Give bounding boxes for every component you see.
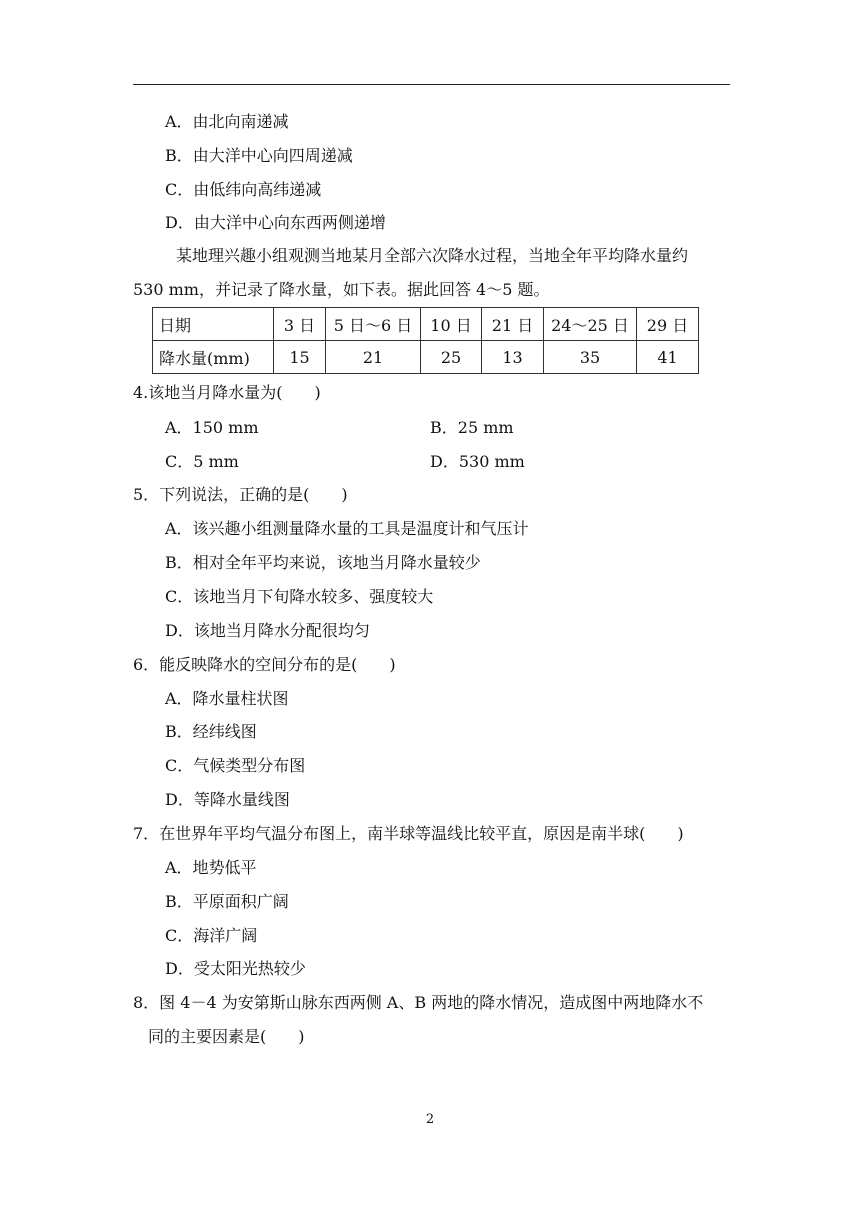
question-4-stem: 4.该地当月降水量为( ) (133, 383, 321, 402)
q6-option-c: C．气候类型分布图 (165, 756, 306, 775)
q4-option-a: A．150 mm (165, 418, 259, 437)
q7-option-b: B．平原面积广阔 (165, 892, 289, 911)
q6-option-b: B．经纬线图 (165, 722, 257, 741)
table-cell: 21 日 (482, 308, 544, 341)
table-cell: 15 (274, 341, 326, 374)
question-8-stem-line-1: 8．图 4－4 为安第斯山脉东西两侧 A、B 两地的降水情况，造成图中两地降水不 (133, 993, 704, 1012)
intro-line-2: 530 mm，并记录了降水量，如下表。据此回答 4～5 题。 (133, 280, 550, 299)
q5-option-c: C．该地当月下旬降水较多、强度较大 (165, 587, 434, 606)
q5-option-a: A．该兴趣小组测量降水量的工具是温度计和气压计 (165, 519, 529, 538)
table-cell: 35 (544, 341, 637, 374)
table-row-dates (153, 308, 699, 341)
q5-option-b: B．相对全年平均来说，该地当月降水量较少 (165, 553, 481, 572)
table-cell: 41 (637, 341, 699, 374)
table-cell: 降水量(mm) (153, 341, 274, 374)
table-row-precip (153, 341, 699, 374)
q7-option-d: D．受太阳光热较少 (165, 959, 306, 978)
option-c: C．由低纬向高纬递减 (165, 180, 322, 199)
q4-option-b: B．25 mm (430, 418, 514, 437)
option-a: A．由北向南递减 (165, 112, 289, 131)
question-6-stem: 6．能反映降水的空间分布的是( ) (133, 655, 396, 674)
option-b: B．由大洋中心向四周递减 (165, 146, 353, 165)
table-cell: 29 日 (637, 308, 699, 341)
table-cell: 13 (482, 341, 544, 374)
q7-option-a: A．地势低平 (165, 858, 257, 877)
q6-option-a: A．降水量柱状图 (165, 689, 289, 708)
option-d: D．由大洋中心向东西两侧递增 (165, 213, 386, 232)
question-8-stem-line-2: 同的主要因素是( ) (148, 1027, 305, 1046)
table-cell: 3 日 (274, 308, 326, 341)
precipitation-table (152, 307, 699, 374)
table-cell: 25 (421, 341, 482, 374)
intro-line-1: 某地理兴趣小组观测当地某月全部六次降水过程，当地全年平均降水量约 (176, 246, 689, 265)
q7-option-c: C．海洋广阔 (165, 926, 258, 945)
table-cell: 日期 (153, 308, 274, 341)
q6-option-d: D．等降水量线图 (165, 790, 290, 809)
table-cell: 5 日～6 日 (326, 308, 421, 341)
header-rule (133, 84, 730, 85)
q5-option-d: D．该地当月降水分配很均匀 (165, 621, 370, 640)
question-7-stem: 7．在世界年平均气温分布图上，南半球等温线比较平直，原因是南半球( ) (133, 824, 684, 843)
question-5-stem: 5．下列说法，正确的是( ) (133, 485, 348, 504)
q4-option-c: C．5 mm (165, 452, 239, 471)
table-cell: 24～25 日 (544, 308, 637, 341)
table-cell: 21 (326, 341, 421, 374)
table-cell: 10 日 (421, 308, 482, 341)
q4-option-d: D．530 mm (430, 452, 525, 471)
page-number: 2 (425, 1112, 435, 1127)
